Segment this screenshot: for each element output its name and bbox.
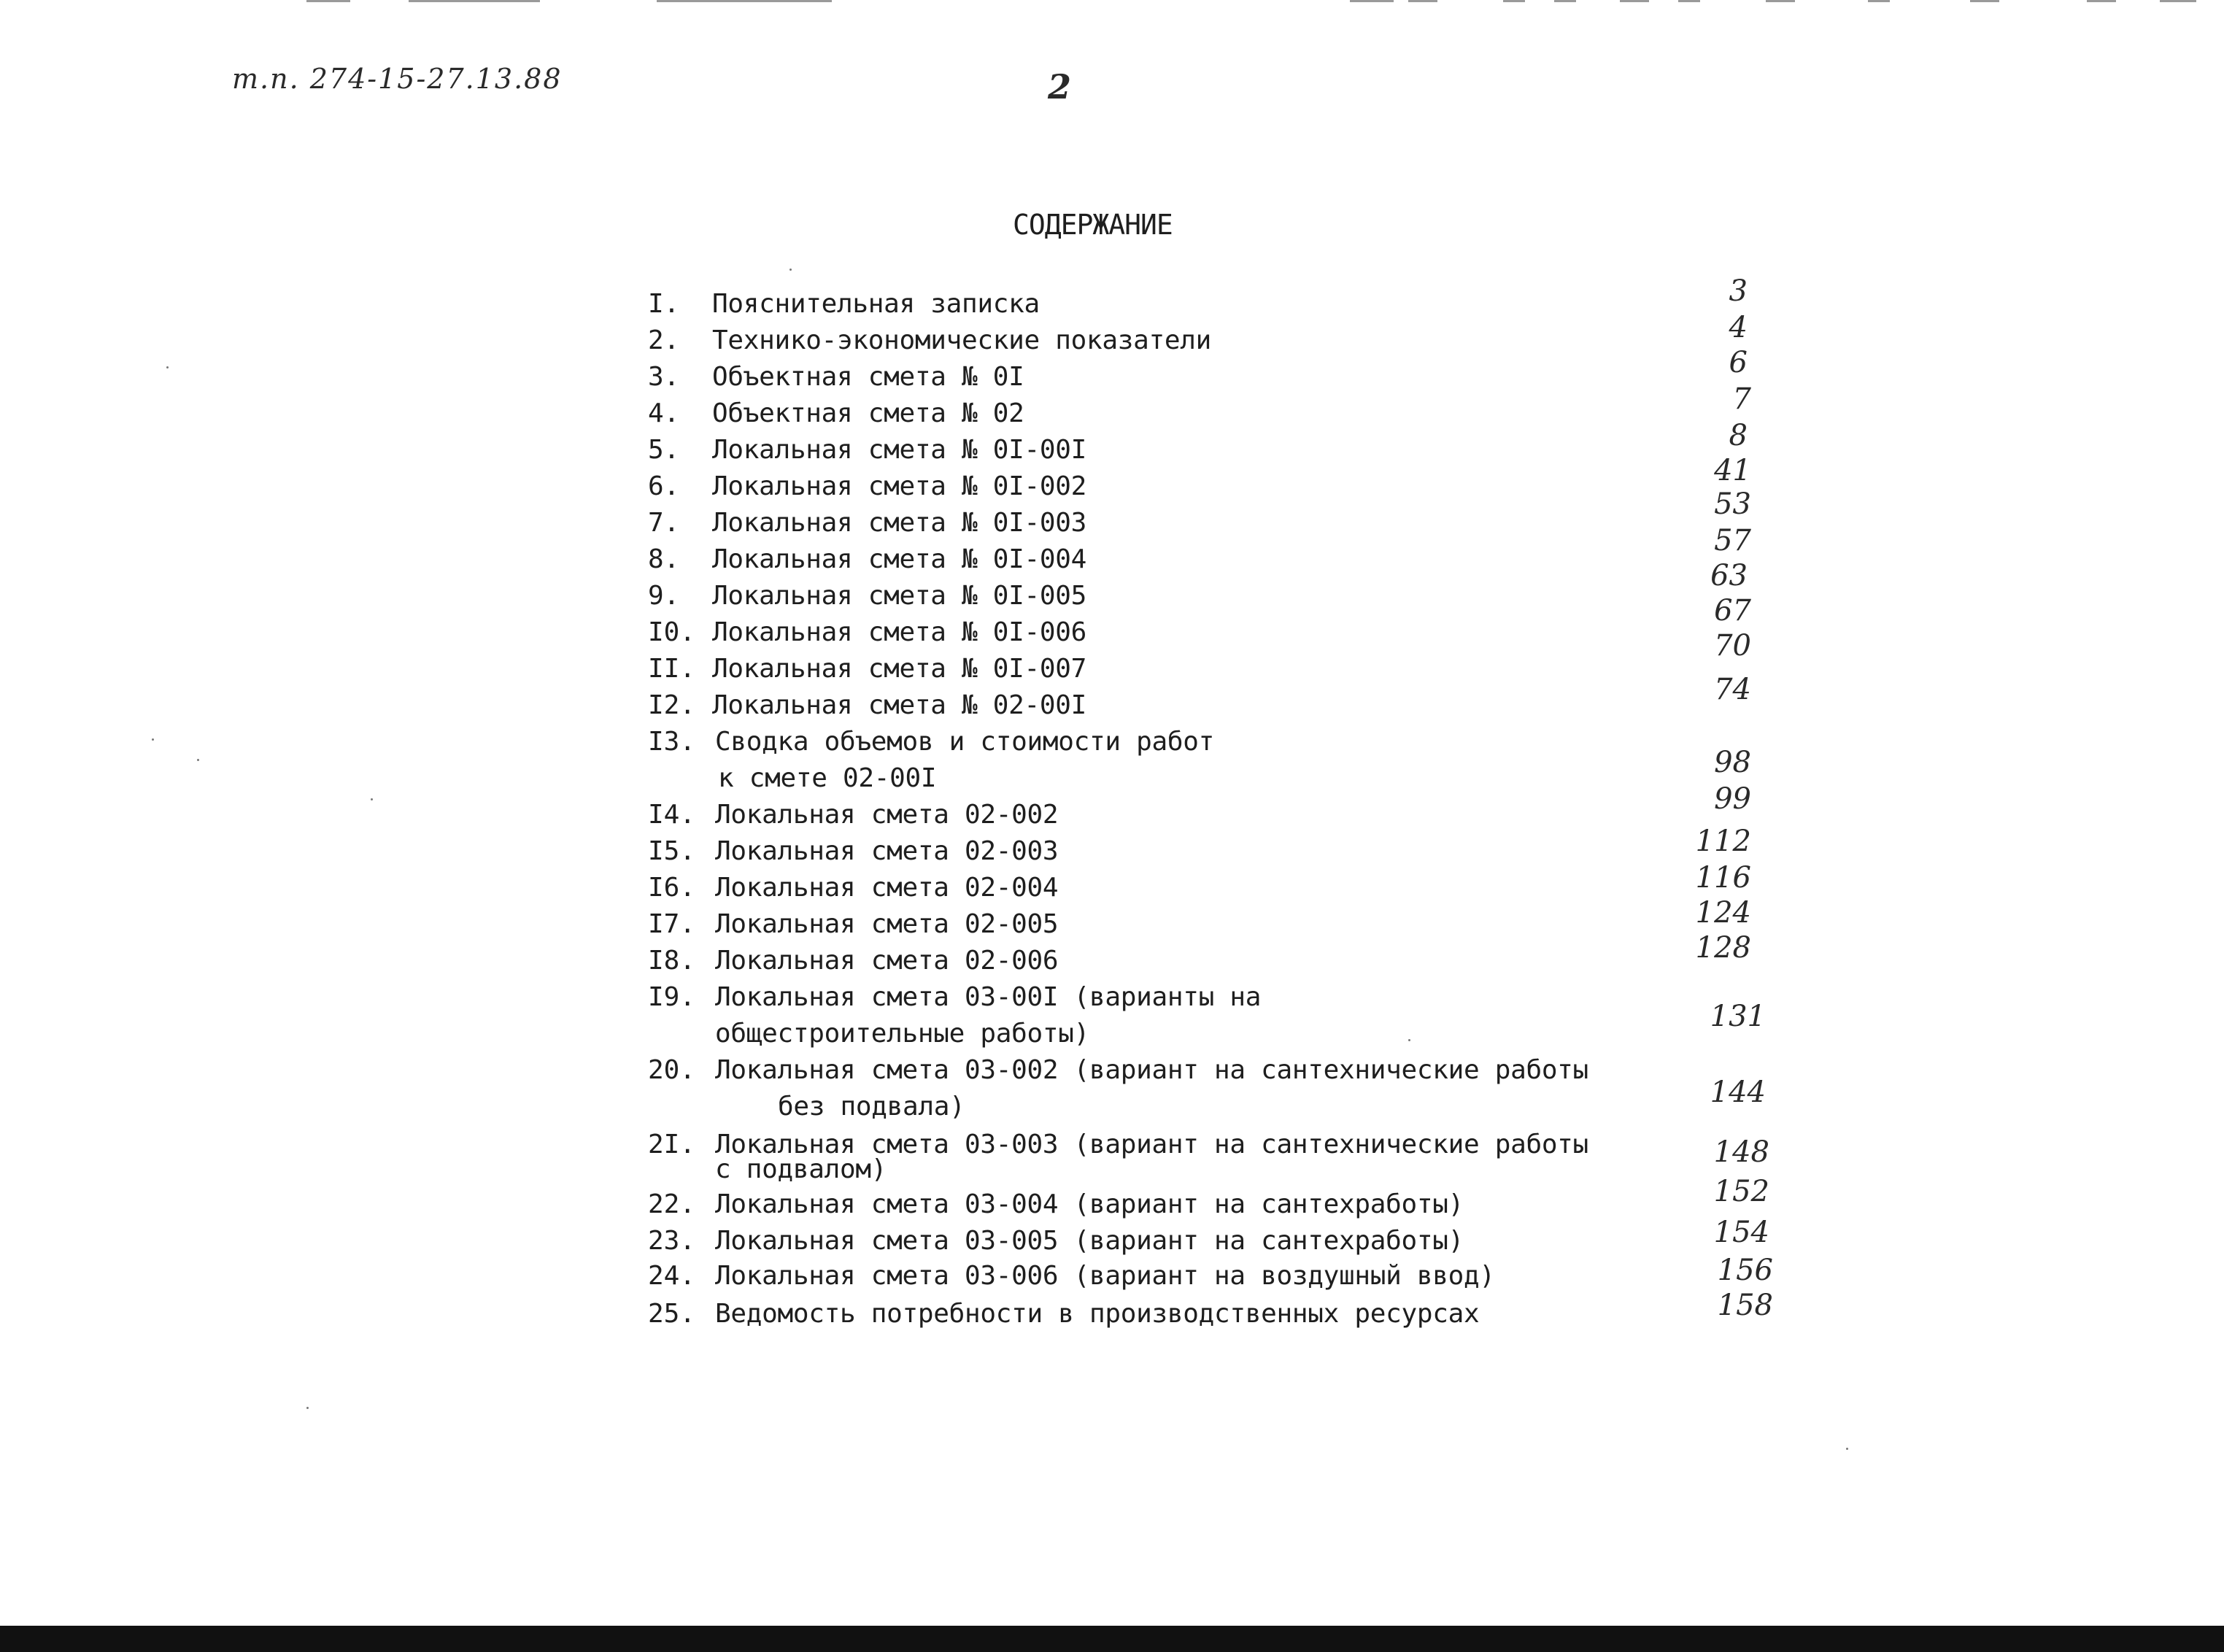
toc-entry-number: I4. (648, 800, 696, 830)
toc-entry-title: Локальная смета № 0I-004 (712, 544, 1086, 574)
toc-entry-title: Локальная смета № 0I-002 (712, 471, 1086, 501)
toc-entry-page: 67 (1714, 594, 1751, 628)
toc-entry-page: 131 (1710, 1000, 1766, 1033)
toc-entry-page: 99 (1714, 782, 1751, 816)
toc-entry-page: 128 (1695, 931, 1751, 965)
toc-entry-page: 152 (1713, 1175, 1769, 1208)
scan-speck (1846, 1448, 1848, 1450)
toc-entry-page: 7 (1732, 382, 1751, 416)
toc-entry-page: 144 (1710, 1076, 1766, 1109)
toc-entry-page: 41 (1714, 454, 1751, 487)
toc-entry-title: Объектная смета № 0I (712, 362, 1024, 392)
toc-entry (0, 1216, 2224, 1262)
toc-entry (0, 782, 2224, 836)
toc-entry-title: Локальная смета № 02-00I (712, 690, 1086, 720)
scan-dash (1503, 0, 1525, 2)
scan-dash (1766, 0, 1795, 2)
scan-dash (306, 0, 350, 2)
toc-entry-title-continued: общестроительные работы) (715, 1019, 1089, 1049)
toc-entry-number: I6. (648, 873, 696, 903)
toc-entry-number: II. (648, 654, 696, 684)
scan-dash (657, 0, 832, 2)
toc-entry (0, 1130, 2224, 1184)
toc-entry (0, 454, 2224, 508)
page-title: СОДЕРЖАНИЕ (1013, 209, 1173, 241)
toc-entry-page: 74 (1714, 673, 1751, 706)
toc-entry-title: Локальная смета 03-005 (вариант на сантехработы) (715, 1226, 1464, 1256)
toc-entry-number: 22. (648, 1189, 696, 1219)
toc-entry-title: Локальная смета № 0I-006 (712, 617, 1086, 647)
toc-entry-title: Локальная смета 03-004 (вариант на сантехработы) (715, 1189, 1464, 1219)
scan-dash (1970, 0, 1999, 2)
toc-entry (0, 982, 2224, 1049)
toc-entry (0, 727, 2224, 793)
page-number: 2 (1048, 67, 1072, 107)
toc-entry-page: 116 (1695, 861, 1751, 895)
toc-entry (0, 524, 2224, 581)
toc-entry-page: 158 (1717, 1289, 1773, 1322)
toc-entry-number: 3. (648, 362, 680, 392)
toc-entry-page: 4 (1729, 311, 1748, 344)
toc-entry-title: Ведомость потребности в производственных ресурсах (715, 1299, 1480, 1329)
toc-entry-page: 156 (1717, 1254, 1773, 1287)
toc-entry-number: 24. (648, 1261, 696, 1291)
toc-entry-number: 23. (648, 1226, 696, 1256)
toc-entry (0, 346, 2224, 398)
toc-entry-title: Локальная смета 02-005 (715, 909, 1059, 939)
toc-entry-title: Локальная смета № 0I-00I (712, 435, 1086, 465)
toc-entry-number: 2. (648, 325, 680, 355)
toc-entry-page: 57 (1714, 524, 1751, 557)
toc-entry-number: I7. (648, 909, 696, 939)
scan-dash (1554, 0, 1576, 2)
toc-entry-title: Локальная смета 03-00I (варианты на (715, 982, 1262, 1012)
toc-entry-number: I2. (648, 690, 696, 720)
toc-entry-page: 124 (1695, 896, 1751, 930)
toc-entry-page: 154 (1713, 1216, 1769, 1249)
toc-entry-page: 148 (1713, 1135, 1769, 1169)
toc-entry-title: Локальная смета № 0I-007 (712, 654, 1086, 684)
toc-entry-title: Объектная смета № 02 (712, 398, 1024, 428)
toc-entry-page: 63 (1710, 559, 1748, 593)
toc-entry-title: Локальная смета 02-004 (715, 873, 1059, 903)
toc-entry-number: 7. (648, 508, 680, 538)
scan-dash (1868, 0, 1890, 2)
toc-entry (0, 274, 2224, 325)
toc-entry-title: Технико-экономические показатели (712, 325, 1211, 355)
scan-dash (1350, 0, 1394, 2)
toc-entry (0, 382, 2224, 435)
toc-entry-page: 70 (1714, 629, 1751, 663)
toc-entry (0, 487, 2224, 544)
toc-entry (0, 931, 2224, 982)
toc-entry-number: 25. (648, 1299, 696, 1329)
toc-entry (0, 419, 2224, 471)
toc-entry-title: Локальная смета № 0I-005 (712, 581, 1086, 611)
toc-entry-number: 6. (648, 471, 680, 501)
toc-entry (0, 673, 2224, 727)
toc-entry-number: I0. (648, 617, 696, 647)
toc-entry (0, 896, 2224, 946)
toc-entry-number: 2I. (648, 1130, 696, 1159)
toc-entry-page: 8 (1729, 419, 1748, 452)
toc-entry (0, 311, 2224, 362)
toc-entry-page: 98 (1714, 746, 1751, 779)
toc-entry-number: 5. (648, 435, 680, 465)
scan-dash (1620, 0, 1649, 2)
toc-entry (0, 861, 2224, 909)
toc-entry-number: 9. (648, 581, 680, 611)
toc-entry-page: 3 (1729, 274, 1748, 308)
toc-entry (0, 1055, 2224, 1122)
toc-entry-number: 4. (648, 398, 680, 428)
toc-entry (0, 1175, 2224, 1226)
toc-entry (0, 825, 2224, 873)
toc-entry-page: 53 (1714, 487, 1751, 521)
toc-entry-title: Локальная смета 02-003 (715, 836, 1059, 866)
scan-dash (2087, 0, 2116, 2)
toc-entry-number: I5. (648, 836, 696, 866)
toc-entry (0, 1289, 2224, 1335)
toc-entry-title: Локальная смета 03-003 (вариант на сантехнические работы (715, 1130, 1588, 1159)
scan-footer-bar (0, 1626, 2224, 1652)
toc-entry-title: Локальная смета 03-006 (вариант на воздушный ввод) (715, 1261, 1495, 1291)
toc-entry-page: 6 (1729, 346, 1748, 379)
document-code: т.п. 274-15-27.13.88 (232, 63, 563, 95)
scan-dash (2160, 0, 2196, 2)
toc-entry-page: 112 (1695, 825, 1751, 858)
toc-entry-number: I. (648, 289, 680, 319)
toc-entry-number: I8. (648, 946, 696, 976)
scan-speck (306, 1407, 309, 1409)
toc-entry-title: Локальная смета 03-002 (вариант на сантехнические работы (715, 1055, 1588, 1085)
scan-dash (409, 0, 540, 2)
toc-entry (0, 1254, 2224, 1297)
toc-entry-title: Локальная смета 02-006 (715, 946, 1059, 976)
toc-entry-title-continued: к смете 02-00I (718, 763, 937, 793)
scan-dash (1678, 0, 1700, 2)
toc-entry-title: Пояснительная записка (712, 289, 1040, 319)
toc-entry-title: Сводка объемов и стоимости работ (715, 727, 1214, 757)
scan-dash (1408, 0, 1437, 2)
toc-entry-title-continued: с подвалом) (715, 1154, 887, 1184)
toc-entry-number: 20. (648, 1055, 696, 1085)
toc-entry-number: I9. (648, 982, 696, 1012)
scan-speck (1408, 1039, 1410, 1041)
toc-entry-title: Локальная смета 02-002 (715, 800, 1059, 830)
toc-entry-number: I3. (648, 727, 696, 757)
toc-entry-number: 8. (648, 544, 680, 574)
scan-speck (789, 269, 792, 271)
toc-entry-title: Локальная смета № 0I-003 (712, 508, 1086, 538)
toc-entry-title-continued: без подвала) (778, 1092, 965, 1122)
